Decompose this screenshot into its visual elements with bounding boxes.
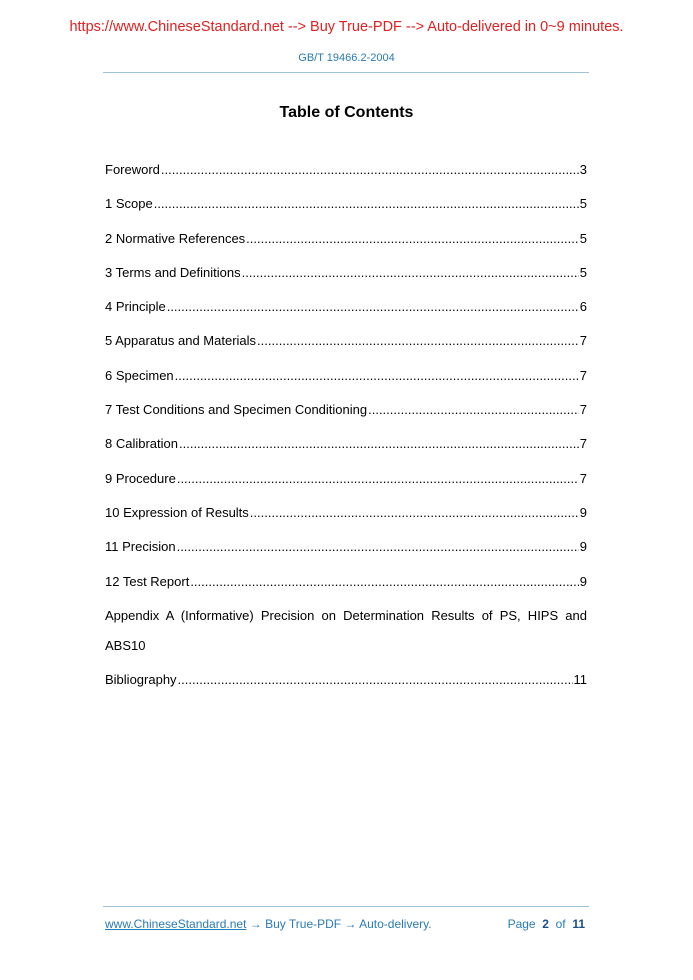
toc-entry-label: 2 Normative References <box>105 230 246 246</box>
toc-entry-page: 7 <box>579 470 587 486</box>
toc-entry-label: 5 Apparatus and Materials <box>105 333 257 349</box>
leader-dots <box>257 331 579 351</box>
toc-entry-label: 8 Calibration <box>105 436 178 452</box>
toc-entry[interactable] <box>105 263 587 297</box>
toc-entry-page: 7 <box>579 402 587 418</box>
toc-list <box>105 160 587 704</box>
toc-entry-page: 7 <box>579 333 587 349</box>
appendix-line2 <box>105 636 587 670</box>
leader-dots <box>154 194 579 214</box>
leader-dots <box>175 366 579 386</box>
page-word: Page <box>507 917 536 931</box>
toc-entry-bibliography[interactable] <box>105 670 587 704</box>
page-of: of <box>555 917 566 931</box>
toc-entry-label: 11 Precision <box>105 539 176 555</box>
leader-dots <box>178 670 573 690</box>
toc-title: Table of Contents <box>279 104 414 121</box>
toc-entry[interactable] <box>105 297 587 331</box>
toc-entry-page: 3 <box>579 162 587 177</box>
toc-entry-label: 9 Procedure <box>105 470 176 486</box>
leader-dots <box>177 537 579 557</box>
leader-dots <box>161 160 579 180</box>
page-indicator <box>508 917 585 931</box>
toc-entry-label: 12 Test Report <box>105 573 190 589</box>
toc-entry-page: 7 <box>579 367 587 383</box>
leader-dots <box>246 229 579 249</box>
page-footer <box>105 917 585 931</box>
leader-dots <box>242 263 579 283</box>
page-current: 2 <box>542 917 549 931</box>
toc-entry-page: 5 <box>579 196 587 212</box>
appendix-label-line1: Appendix A (Informative) Precision on Determination Results of PS, HIPS and <box>105 607 587 623</box>
toc-entry[interactable] <box>105 537 587 571</box>
leader-dots <box>177 469 579 489</box>
footer-left <box>105 917 432 931</box>
toc-entry[interactable] <box>105 194 587 228</box>
toc-entry-page: 11 <box>573 672 587 688</box>
appendix-label-line2: ABS <box>105 637 132 653</box>
toc-entry-label: Bibliography <box>105 672 177 688</box>
toc-entry-page: 9 <box>579 573 587 589</box>
toc-entry-page: 6 <box>579 299 587 315</box>
footer-site-link[interactable]: www.ChineseStandard.net <box>105 917 247 931</box>
toc-entry-page: 5 <box>579 264 587 280</box>
leader-dots <box>190 572 578 592</box>
header-divider <box>103 72 589 73</box>
toc-entry[interactable] <box>105 160 587 194</box>
toc-entry[interactable] <box>105 366 587 400</box>
standard-code-header: GB/T 19466.2-2004 <box>298 52 395 64</box>
toc-entry-page: 10 <box>131 637 146 653</box>
toc-entry[interactable] <box>105 503 587 537</box>
toc-entry[interactable] <box>105 434 587 468</box>
toc-entry[interactable] <box>105 469 587 503</box>
leader-dots <box>167 297 579 317</box>
toc-entry-page: 9 <box>579 539 587 555</box>
toc-entry-page: 5 <box>579 230 587 246</box>
toc-entry-page: 7 <box>579 436 587 452</box>
toc-entry[interactable] <box>105 331 587 365</box>
toc-entry-appendix[interactable] <box>105 606 587 670</box>
toc-entry-label: 7 Test Conditions and Specimen Conditioning <box>105 402 368 418</box>
toc-entry-label: 1 Scope <box>105 196 153 212</box>
toc-entry[interactable] <box>105 400 587 434</box>
toc-entry-label: 10 Expression of Results <box>105 504 249 520</box>
footer-divider <box>103 906 589 907</box>
toc-entry-label: Foreword <box>105 162 160 177</box>
toc-entry[interactable] <box>105 572 587 606</box>
toc-entry-label: 4 Principle <box>105 299 166 315</box>
leader-dots <box>368 400 579 420</box>
toc-entry-label: 6 Specimen <box>105 367 174 383</box>
toc-entry-page: 9 <box>579 504 587 520</box>
footer-promo-text: → Buy True-PDF → Auto-delivery. <box>246 917 432 931</box>
promo-banner[interactable]: https://www.ChineseStandard.net --> Buy True-PDF --> Auto-delivered in 0~9 minutes. <box>69 19 624 35</box>
page-total: 11 <box>572 917 585 931</box>
toc-entry-label: 3 Terms and Definitions <box>105 264 241 280</box>
toc-entry[interactable] <box>105 229 587 263</box>
leader-dots <box>250 503 579 523</box>
leader-dots <box>179 434 579 454</box>
